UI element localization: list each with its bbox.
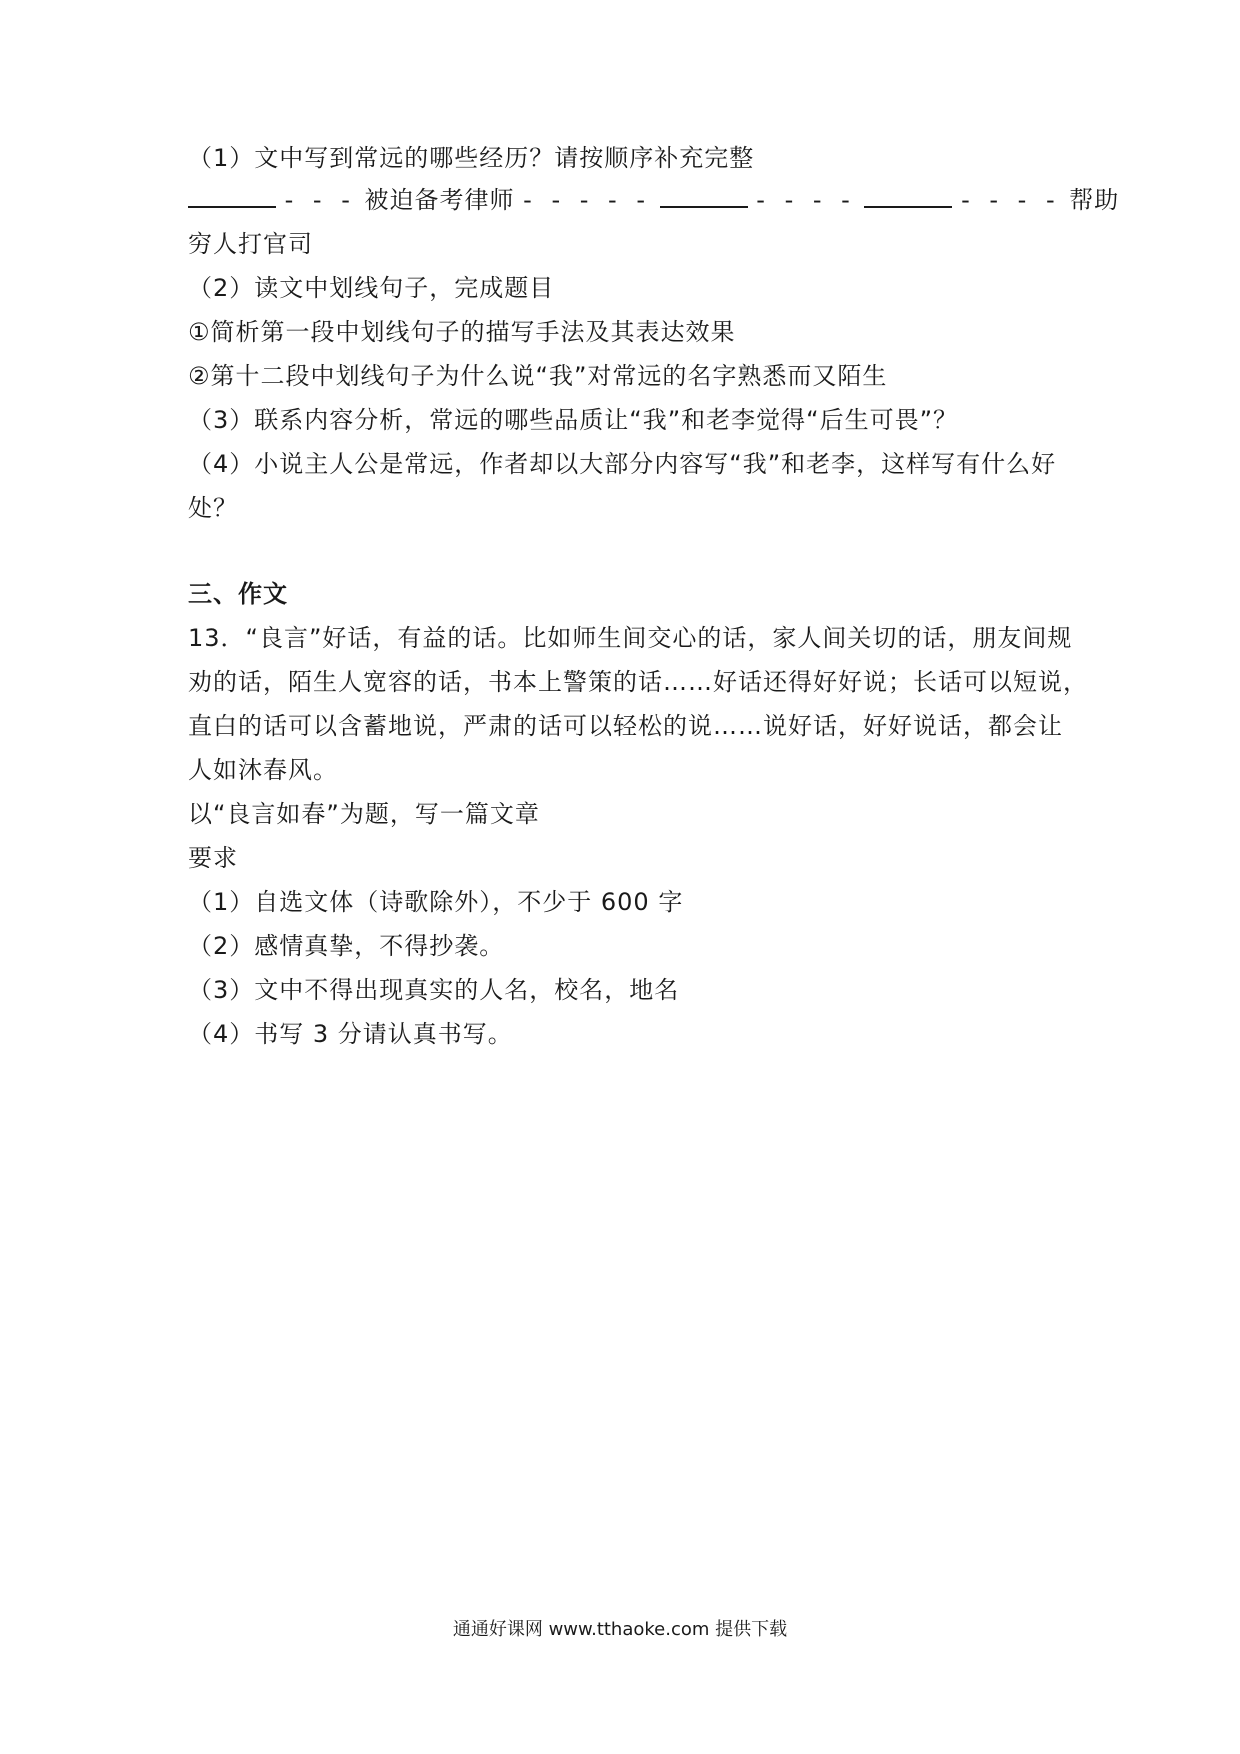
dash-separator: - - - -	[756, 186, 856, 214]
q12-sub4-question-line2: 处？	[188, 494, 238, 522]
dash-separator: - - -	[284, 186, 356, 214]
q13-requirement-2: （2）感情真挚，不得抄袭。	[188, 932, 505, 960]
q13-requirement-1: （1）自选文体（诗歌除外），不少于 600 字	[188, 888, 684, 916]
q13-requirement-3: （3）文中不得出现真实的人名，校名，地名	[188, 976, 680, 1004]
dash-separator: - - - - -	[523, 186, 651, 214]
q12-sub2-part-a: ①简析第一段中划线句子的描写手法及其表达效果	[188, 318, 736, 346]
q12-sub1-continuation: 穷人打官司	[188, 230, 313, 258]
q13-requirements-title: 要求	[188, 844, 238, 872]
q13-text-line3: 直白的话可以含蓄地说，严肃的话可以轻松的说……说好话，好好说话，都会让	[188, 712, 1063, 740]
q13-requirement-4: （4）书写 3 分请认真书写。	[188, 1020, 513, 1048]
answer-blank-1[interactable]	[188, 184, 276, 208]
q13-text-line4: 人如沐春风。	[188, 756, 338, 784]
q12-sub1-question: （1）文中写到常远的哪些经历？请按顺序补充完整	[188, 144, 755, 172]
answer-blank-3[interactable]	[864, 184, 952, 208]
page-footer: 通通好课网 www.tthaoke.com 提供下载	[452, 1619, 788, 1640]
section-title-composition: 三、作文	[188, 580, 288, 608]
q12-sub1-fill-row	[188, 184, 1119, 216]
q13-prompt: 以“良言如春”为题，写一篇文章	[188, 800, 540, 828]
experience-item: 被迫备考律师	[364, 186, 515, 214]
q12-sub2-part-b: ②第十二段中划线句子为什么说“我”对常远的名字熟悉而又陌生	[188, 362, 888, 390]
q12-sub4-question-line1: （4）小说主人公是常远，作者却以大部分内容写“我”和老李，这样写有什么好	[188, 450, 1057, 478]
experience-item-end: 帮助	[1069, 186, 1120, 214]
dash-separator: - - - -	[961, 186, 1061, 214]
q12-sub2-question: （2）读文中划线句子，完成题目	[188, 274, 555, 302]
q12-sub3-question: （3）联系内容分析，常远的哪些品质让“我”和老李觉得“后生可畏”？	[188, 406, 959, 434]
q13-text-line2: 劝的话，陌生人宽容的话，书本上警策的话……好话还得好好说；长话可以短说，	[188, 668, 1088, 696]
q13-text-line1: 13．“良言”好话，有益的话。比如师生间交心的话，家人间关切的话，朋友间规	[188, 624, 1073, 652]
answer-blank-2[interactable]	[660, 184, 748, 208]
